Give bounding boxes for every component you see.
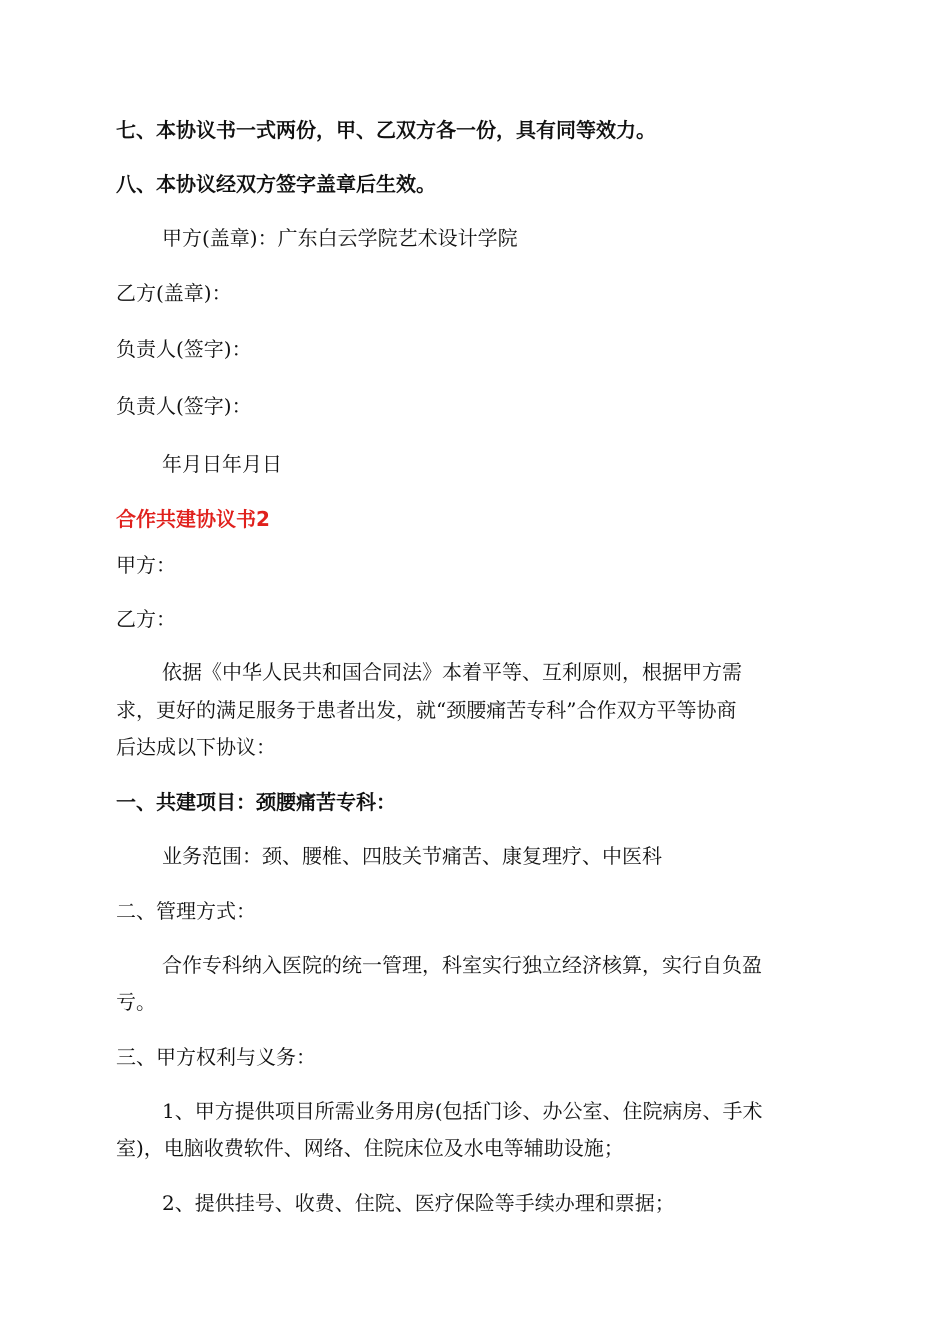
signature-person-b: 负责人(签字)： — [116, 394, 252, 418]
intro-line-3: 后达成以下协议： — [116, 735, 276, 759]
intro-line-2: 求，更好的满足服务于患者出发，就“颈腰痛苦专科”合作双方平等协商 — [116, 698, 737, 722]
section3-item1-line-2: 室)，电脑收费软件、网络、住院床位及水电等辅助设施； — [116, 1136, 624, 1160]
agreement2-party-a: 甲方： — [116, 553, 176, 577]
section3-item1-line-1: 1、甲方提供项目所需业务用房(包括门诊、办公室、住院病房、手术 — [162, 1099, 763, 1123]
intro-line-1: 依据《中华人民共和国合同法》本着平等、互利原则，根据甲方需 — [162, 660, 742, 684]
section1-scope: 业务范围：颈、腰椎、四肢关节痛苦、康复理疗、中医科 — [162, 844, 662, 868]
signature-party-a: 甲方(盖章)：广东白云学院艺术设计学院 — [162, 226, 518, 250]
section3-heading: 三、甲方权利与义务： — [116, 1045, 316, 1069]
section2-heading: 二、管理方式： — [116, 899, 256, 923]
agreement2-party-b: 乙方： — [116, 607, 176, 631]
signature-party-b: 乙方(盖章)： — [116, 281, 232, 305]
section2-line-1: 合作专科纳入医院的统一管理，科室实行独立经济核算，实行自负盈 — [162, 953, 762, 977]
signature-dates: 年月日年月日 — [162, 452, 282, 476]
section2-line-2: 亏。 — [116, 990, 156, 1014]
signature-person-a: 负责人(签字)： — [116, 337, 252, 361]
clause-eight: 八、本协议经双方签字盖章后生效。 — [116, 172, 436, 196]
section1-heading: 一、共建项目：颈腰痛苦专科： — [116, 790, 396, 814]
agreement2-title: 合作共建协议书2 — [116, 507, 270, 531]
section3-item2: 2、提供挂号、收费、住院、医疗保险等手续办理和票据； — [162, 1191, 675, 1215]
clause-seven: 七、本协议书一式两份，甲、乙双方各一份，具有同等效力。 — [116, 118, 656, 142]
